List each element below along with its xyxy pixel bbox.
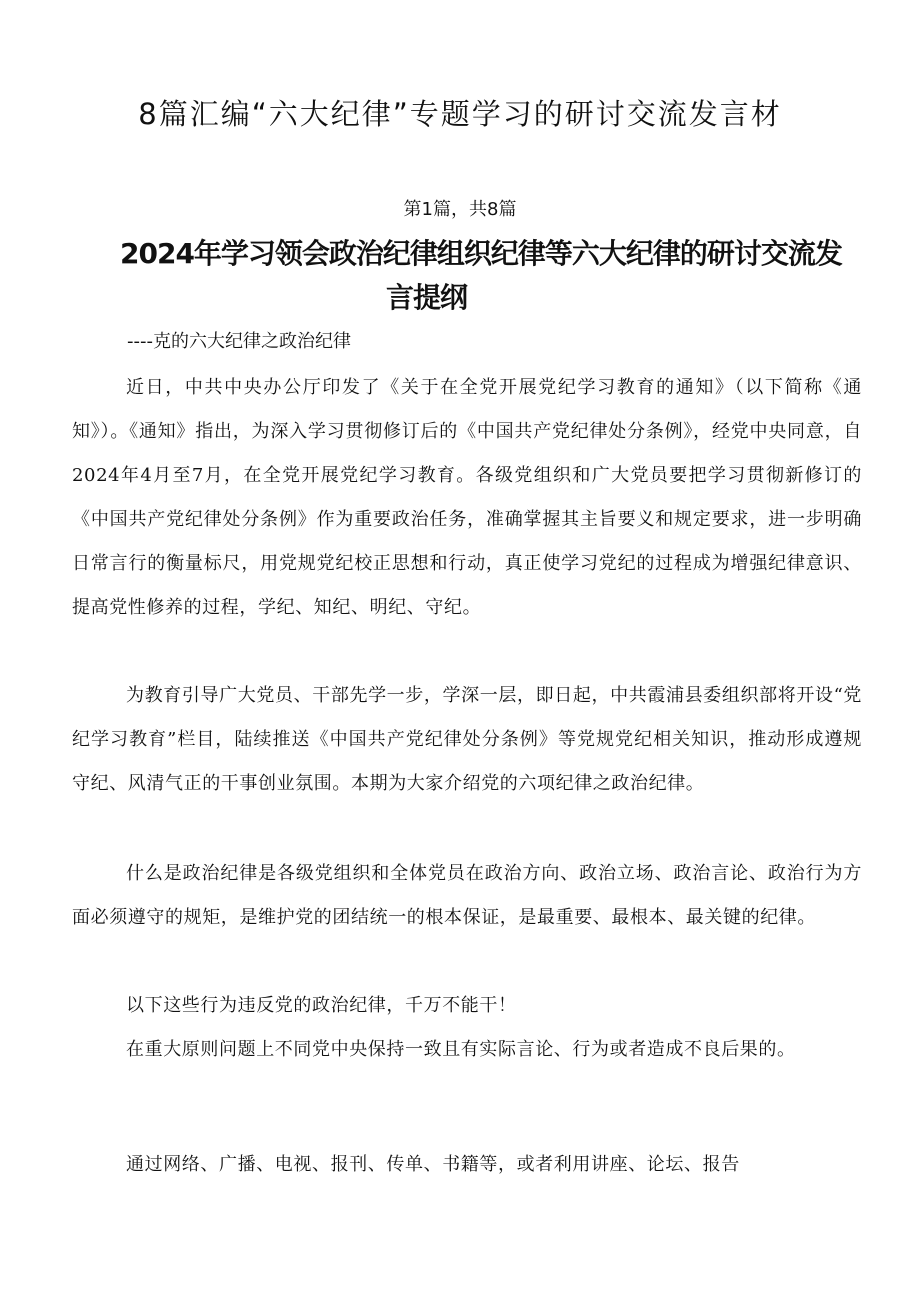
body-paragraph: 什么是政治纪律是各级党组织和全体党员在政治方向、政治立场、政治言论、政治行为方面必须遵守的规矩，是维护党的团结统一的根本保证，是最重要、最根本、最关键的纪律。: [72, 863, 862, 928]
body-paragraph: 通过网络、广播、电视、报刊、传单、书籍等，或者利用讲座、论坛、报告: [126, 1154, 740, 1175]
article-title-line-2: 言提纲: [386, 281, 468, 314]
article-subtitle: ----克的六大纪律之政治纪律: [127, 331, 351, 352]
body-paragraph: 在重大原则问题上不同党中央保持一致且有实际言论、行为或者造成不良后果的。: [126, 1039, 796, 1060]
body-paragraph: 为教育引导广大党员、干部先学一步，学深一层，即日起，中共霞浦县委组织部将开设“党纪学习教育”栏目，陆续推送《中国共产党纪律处分条例》等党规党纪相关知识，推动形成遵规守纪、风清气正的干事创业氛围。本期为大家介绍党的六项纪律之政治纪律。: [72, 685, 862, 794]
article-title: [120, 232, 860, 320]
body-paragraph: 近日，中共中央办公厅印发了《关于在全党开展党纪学习教育的通知》（以下简称《通知》）。《通知》指出，为深入学习贯彻修订后的《中国共产党纪律处分条例》，经党中央同意，自2024年4月至7月，在全党开展党纪学习教育。各级党组织和广大党员要把学习贯彻新修订的《中国共产党纪律处分条例》作为重要政治任务，准确掌握其主旨要义和规定要求，进一步明确日常言行的衡量标尺，用党规党纪校正思想和行动，真正使学习党纪的过程成为增强纪律意识、提高党性修养的过程，学纪、知纪、明纪、守纪。: [72, 377, 862, 618]
document-title: 8篇汇编“六大纪律”专题学习的研讨交流发言材: [138, 97, 782, 131]
body-paragraph: 以下这些行为违反党的政治纪律，千万不能干！: [126, 995, 517, 1016]
part-label: 第1篇，共8篇: [403, 199, 517, 220]
article-title-line-1: 2024年学习领会政治纪律组织纪律等六大纪律的研讨交流发: [120, 237, 842, 270]
